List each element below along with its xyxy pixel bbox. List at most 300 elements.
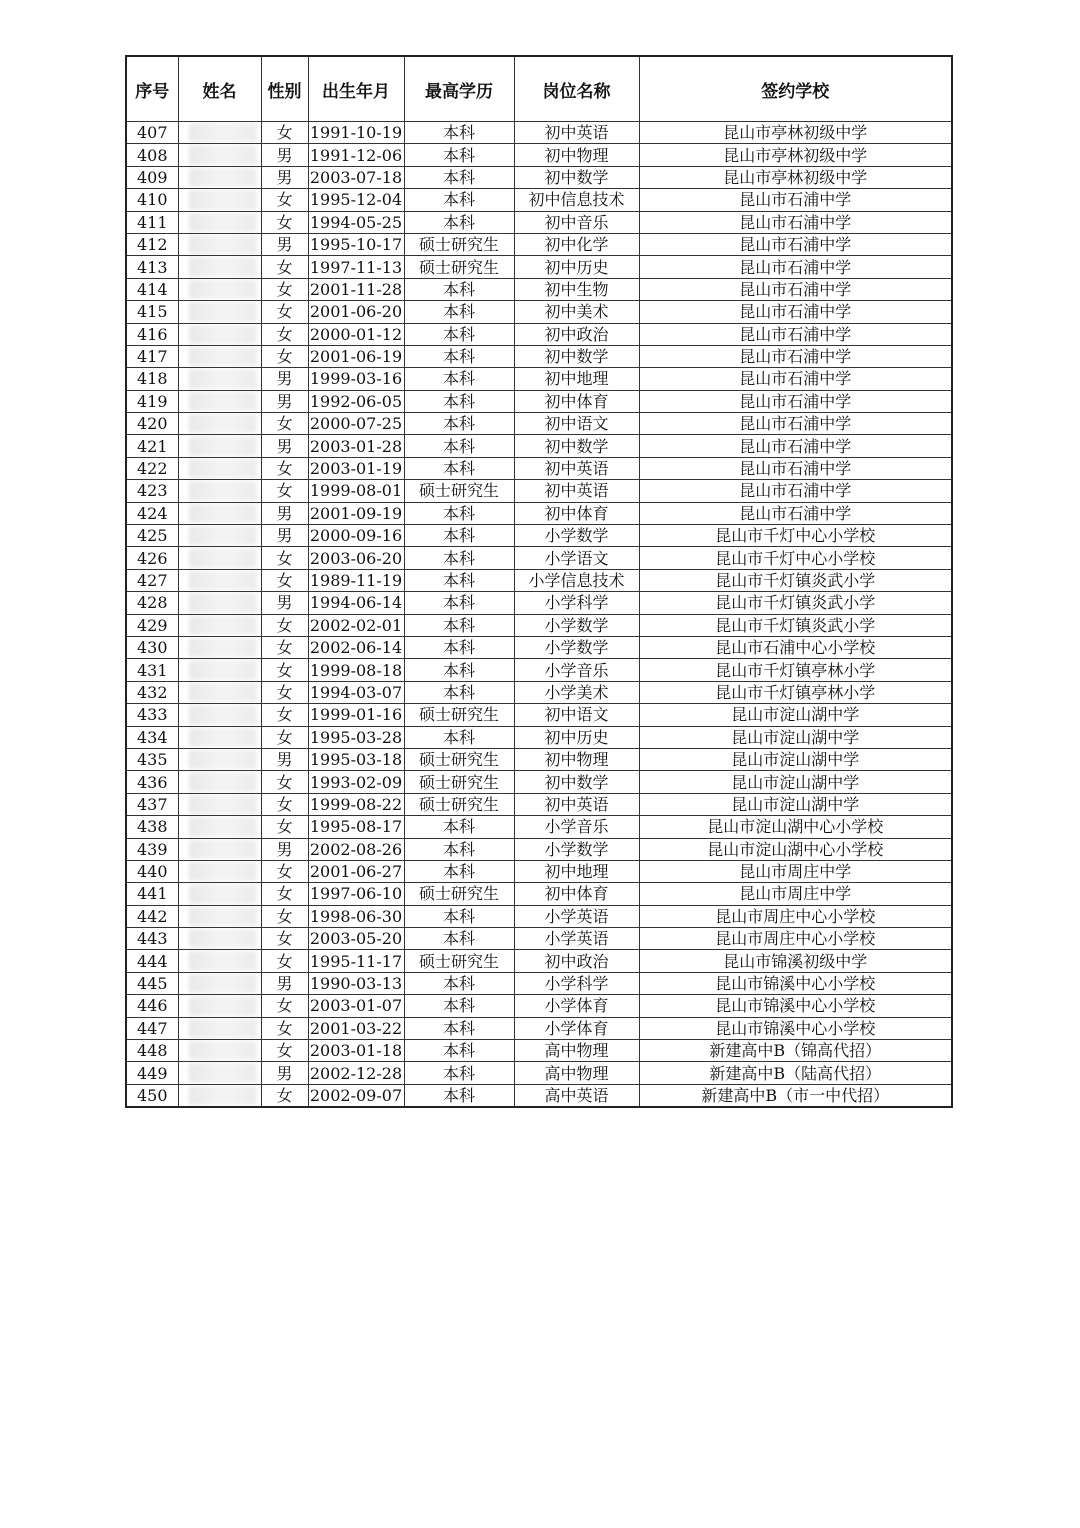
cell-education: 本科 <box>404 435 514 457</box>
cell-birth: 1991-10-19 <box>309 123 403 143</box>
table-row <box>126 480 952 502</box>
cell-position: 小学语文 <box>514 547 639 569</box>
cell-serial: 445 <box>126 972 178 994</box>
cell-birth: 1994-06-14 <box>309 593 403 613</box>
table-row <box>126 502 952 524</box>
cell-serial: 429 <box>126 614 178 636</box>
col-header-name: 姓名 <box>178 56 261 122</box>
cell-school: 昆山市石浦中学 <box>639 480 952 502</box>
cell-name <box>178 592 261 614</box>
cell-birth: 1999-08-18 <box>309 660 403 680</box>
cell-education: 本科 <box>404 547 514 569</box>
table-row <box>126 569 952 591</box>
cell-position: 小学数学 <box>514 636 639 658</box>
cell-gender: 女 <box>261 569 308 591</box>
redaction-blur <box>189 526 257 545</box>
cell-gender: 女 <box>261 950 308 972</box>
col-header-birth: 出生年月 <box>308 56 404 122</box>
cell-birth: 2002-08-26 <box>309 839 403 859</box>
cell-education: 本科 <box>404 525 514 547</box>
cell-position: 初中物理 <box>514 144 639 166</box>
header-row <box>126 56 952 122</box>
cell-education: 本科 <box>404 928 514 950</box>
table-row <box>126 211 952 233</box>
cell-school: 昆山市锦溪中心小学校 <box>639 1017 952 1039</box>
cell-birth: 2003-06-20 <box>309 548 403 568</box>
redaction-blur <box>189 907 257 926</box>
cell-position: 小学美术 <box>514 681 639 703</box>
cell-birth: 1995-11-17 <box>309 951 403 971</box>
cell-gender: 男 <box>261 525 308 547</box>
cell-school: 新建高中B（锦高代招） <box>639 1040 952 1062</box>
cell-position: 小学数学 <box>514 614 639 636</box>
cell-name <box>178 950 261 972</box>
cell-education: 本科 <box>404 413 514 435</box>
cell-gender: 女 <box>261 413 308 435</box>
cell-name <box>178 569 261 591</box>
cell-birth: 2002-09-07 <box>308 1084 404 1107</box>
cell-birth: 2001-11-28 <box>309 279 403 299</box>
cell-position: 初中地理 <box>514 860 639 882</box>
cell-serial: 422 <box>126 457 178 479</box>
cell-school: 昆山市锦溪中心小学校 <box>639 972 952 994</box>
cell-gender: 女 <box>261 614 308 636</box>
cell-gender: 女 <box>261 256 308 278</box>
cell-gender: 女 <box>261 278 308 300</box>
cell-name <box>178 211 261 233</box>
cell-school: 昆山市石浦中学 <box>639 413 952 435</box>
table-row <box>126 301 952 323</box>
cell-education: 本科 <box>404 390 514 412</box>
redaction-blur <box>189 728 257 747</box>
cell-school: 昆山市淀山湖中心小学校 <box>639 816 952 838</box>
cell-school: 昆山市淀山湖中学 <box>639 704 952 726</box>
cell-gender: 女 <box>261 883 308 905</box>
cell-serial: 437 <box>126 793 178 815</box>
redaction-blur <box>189 392 257 411</box>
cell-name <box>178 928 261 950</box>
cell-gender: 女 <box>261 301 308 323</box>
cell-birth: 2001-06-27 <box>309 862 403 882</box>
cell-name <box>178 166 261 188</box>
cell-education: 本科 <box>404 144 514 166</box>
cell-education: 本科 <box>404 838 514 860</box>
table-row <box>126 636 952 658</box>
cell-gender: 女 <box>261 928 308 950</box>
table-row <box>126 1017 952 1039</box>
cell-position: 初中数学 <box>514 435 639 457</box>
cell-name <box>178 636 261 658</box>
cell-name <box>178 435 261 457</box>
redaction-blur <box>189 772 257 791</box>
cell-name <box>178 233 261 255</box>
cell-name <box>178 905 261 927</box>
cell-school: 昆山市石浦中学 <box>639 211 952 233</box>
cell-birth: 2002-06-14 <box>309 638 403 658</box>
cell-birth: 2002-12-28 <box>309 1063 403 1083</box>
cell-position: 小学音乐 <box>514 659 639 681</box>
cell-position: 小学体育 <box>514 1017 639 1039</box>
cell-school: 昆山市千灯镇炎武小学 <box>639 614 952 636</box>
cell-position: 小学体育 <box>514 995 639 1017</box>
table-row <box>126 345 952 367</box>
cell-gender: 男 <box>261 368 308 390</box>
cell-gender: 女 <box>261 659 308 681</box>
cell-education: 硕士研究生 <box>404 233 514 255</box>
redaction-blur <box>189 504 257 523</box>
cell-birth: 1995-10-17 <box>309 235 403 255</box>
cell-education: 本科 <box>404 569 514 591</box>
table-row <box>126 233 952 255</box>
cell-name <box>178 704 261 726</box>
redaction-blur <box>189 1063 257 1082</box>
cell-school: 昆山市石浦中学 <box>639 301 952 323</box>
table-row <box>126 950 952 972</box>
cell-name <box>178 681 261 703</box>
cell-school: 昆山市周庄中心小学校 <box>639 928 952 950</box>
redaction-blur <box>189 414 257 433</box>
cell-name <box>178 345 261 367</box>
cell-education: 硕士研究生 <box>404 950 514 972</box>
cell-position: 小学英语 <box>514 905 639 927</box>
table-row <box>126 614 952 636</box>
redaction-blur <box>189 660 257 679</box>
cell-position: 小学音乐 <box>514 816 639 838</box>
cell-education: 本科 <box>404 323 514 345</box>
cell-education: 本科 <box>404 860 514 882</box>
cell-school: 昆山市淀山湖中学 <box>639 793 952 815</box>
table-row <box>126 704 952 726</box>
cell-school: 昆山市淀山湖中学 <box>639 748 952 770</box>
cell-birth: 2003-01-07 <box>309 996 403 1016</box>
cell-serial: 436 <box>126 771 178 793</box>
cell-name <box>178 726 261 748</box>
table-row <box>126 726 952 748</box>
redaction-blur <box>189 929 257 948</box>
cell-education: 本科 <box>404 905 514 927</box>
cell-education: 本科 <box>404 211 514 233</box>
cell-gender: 女 <box>261 547 308 569</box>
cell-position: 小学科学 <box>514 972 639 994</box>
table-row <box>126 547 952 569</box>
redaction-blur <box>189 840 257 859</box>
cell-birth: 2003-01-18 <box>309 1041 403 1061</box>
cell-gender: 女 <box>261 636 308 658</box>
redaction-blur <box>189 459 257 478</box>
cell-birth: 1999-01-16 <box>309 705 403 725</box>
cell-position: 初中历史 <box>514 256 639 278</box>
cell-name <box>178 457 261 479</box>
table-row <box>126 816 952 838</box>
cell-serial: 432 <box>126 681 178 703</box>
cell-school: 昆山市千灯镇炎武小学 <box>639 592 952 614</box>
cell-school: 昆山市淀山湖中学 <box>639 771 952 793</box>
cell-birth: 1993-02-09 <box>309 772 403 792</box>
cell-name <box>178 502 261 524</box>
table-row <box>126 368 952 390</box>
cell-gender: 女 <box>261 793 308 815</box>
redaction-blur <box>189 257 257 276</box>
cell-position: 小学数学 <box>514 838 639 860</box>
cell-school: 昆山市石浦中学 <box>639 278 952 300</box>
cell-education: 本科 <box>404 457 514 479</box>
cell-birth: 2000-07-25 <box>309 414 403 434</box>
cell-serial: 408 <box>126 144 178 166</box>
cell-school: 昆山市千灯中心小学校 <box>639 547 952 569</box>
cell-education: 本科 <box>404 122 514 144</box>
cell-gender: 男 <box>261 435 308 457</box>
cell-name <box>178 1062 261 1084</box>
redaction-blur <box>189 951 257 970</box>
cell-name <box>178 278 261 300</box>
cell-serial: 444 <box>126 950 178 972</box>
cell-birth: 1995-03-28 <box>309 727 403 747</box>
cell-school: 昆山市千灯中心小学校 <box>639 525 952 547</box>
cell-serial: 415 <box>126 301 178 323</box>
cell-name <box>178 323 261 345</box>
cell-school: 昆山市石浦中学 <box>639 502 952 524</box>
redaction-blur <box>189 123 257 142</box>
redaction-blur <box>189 168 257 187</box>
cell-birth: 1994-03-07 <box>309 682 403 702</box>
cell-education: 硕士研究生 <box>404 704 514 726</box>
table-row <box>126 525 952 547</box>
cell-birth: 2003-07-18 <box>309 167 403 187</box>
cell-birth: 1995-12-04 <box>309 190 403 210</box>
cell-education: 本科 <box>404 614 514 636</box>
cell-name <box>178 816 261 838</box>
cell-position: 高中物理 <box>514 1040 639 1062</box>
cell-school: 昆山市石浦中心小学校 <box>639 636 952 658</box>
cell-serial: 416 <box>126 323 178 345</box>
cell-gender: 女 <box>261 1084 308 1107</box>
cell-position: 初中化学 <box>514 233 639 255</box>
cell-position: 初中体育 <box>514 883 639 905</box>
cell-birth: 1992-06-05 <box>309 391 403 411</box>
cell-birth: 2003-01-19 <box>309 459 403 479</box>
cell-gender: 男 <box>261 838 308 860</box>
cell-gender: 男 <box>261 502 308 524</box>
cell-gender: 女 <box>261 1017 308 1039</box>
cell-education: 本科 <box>404 1062 514 1084</box>
cell-position: 初中语文 <box>514 413 639 435</box>
cell-birth: 2003-01-28 <box>309 436 403 456</box>
redaction-blur <box>189 593 257 612</box>
cell-birth: 2001-06-19 <box>309 347 403 367</box>
col-header-serial: 序号 <box>126 56 178 122</box>
table-row <box>126 928 952 950</box>
cell-name <box>178 144 261 166</box>
cell-education: 本科 <box>404 816 514 838</box>
cell-serial: 409 <box>126 166 178 188</box>
cell-school: 新建高中B（市一中代招） <box>639 1084 952 1107</box>
redaction-blur <box>189 436 257 455</box>
cell-name <box>178 1017 261 1039</box>
cell-gender: 女 <box>261 122 308 144</box>
cell-education: 本科 <box>404 1084 514 1107</box>
cell-birth: 1998-06-30 <box>309 906 403 926</box>
cell-gender: 女 <box>261 771 308 793</box>
cell-position: 小学数学 <box>514 525 639 547</box>
cell-serial: 426 <box>126 547 178 569</box>
table-header <box>126 56 952 122</box>
cell-position: 高中物理 <box>514 1062 639 1084</box>
cell-birth: 2002-02-01 <box>309 615 403 635</box>
cell-education: 硕士研究生 <box>404 793 514 815</box>
cell-serial: 424 <box>126 502 178 524</box>
redaction-blur <box>189 548 257 567</box>
cell-serial: 449 <box>126 1062 178 1084</box>
redaction-blur <box>189 1086 257 1105</box>
cell-gender: 女 <box>261 704 308 726</box>
cell-gender: 女 <box>261 726 308 748</box>
cell-serial: 411 <box>126 211 178 233</box>
cell-gender: 男 <box>261 972 308 994</box>
cell-education: 本科 <box>404 972 514 994</box>
cell-serial: 448 <box>126 1040 178 1062</box>
cell-education: 本科 <box>404 592 514 614</box>
cell-birth: 1990-03-13 <box>309 974 403 994</box>
cell-school: 昆山市亭林初级中学 <box>639 144 952 166</box>
table-row <box>126 435 952 457</box>
cell-serial: 441 <box>126 883 178 905</box>
redaction-blur <box>189 481 257 500</box>
table-row <box>126 122 952 144</box>
cell-serial: 443 <box>126 928 178 950</box>
table-row <box>126 413 952 435</box>
cell-serial: 419 <box>126 390 178 412</box>
cell-education: 本科 <box>404 1017 514 1039</box>
cell-serial: 412 <box>126 233 178 255</box>
cell-education: 本科 <box>404 681 514 703</box>
cell-position: 初中体育 <box>514 502 639 524</box>
table-row <box>126 838 952 860</box>
cell-education: 本科 <box>404 636 514 658</box>
cell-gender: 女 <box>261 189 308 211</box>
cell-name <box>178 771 261 793</box>
cell-name <box>178 793 261 815</box>
cell-position: 初中生物 <box>514 278 639 300</box>
cell-serial: 447 <box>126 1017 178 1039</box>
cell-school: 昆山市石浦中学 <box>639 256 952 278</box>
cell-birth: 1994-05-25 <box>309 212 403 232</box>
cell-birth: 1995-08-17 <box>309 817 403 837</box>
cell-name <box>178 547 261 569</box>
cell-school: 昆山市淀山湖中心小学校 <box>639 838 952 860</box>
redaction-blur <box>189 369 257 388</box>
assignment-table <box>125 55 953 1108</box>
cell-education: 硕士研究生 <box>404 256 514 278</box>
redaction-blur <box>189 190 257 209</box>
cell-school: 昆山市千灯镇亭林小学 <box>639 659 952 681</box>
cell-serial: 440 <box>126 860 178 882</box>
table-row <box>126 1062 952 1084</box>
cell-position: 初中体育 <box>514 390 639 412</box>
cell-birth: 1991-12-06 <box>309 145 403 165</box>
cell-serial: 417 <box>126 345 178 367</box>
cell-gender: 女 <box>261 457 308 479</box>
cell-serial: 425 <box>126 525 178 547</box>
cell-position: 小学信息技术 <box>514 569 639 591</box>
cell-school: 昆山市石浦中学 <box>639 435 952 457</box>
cell-gender: 男 <box>261 1062 308 1084</box>
cell-school: 昆山市淀山湖中学 <box>639 726 952 748</box>
table-row <box>126 771 952 793</box>
cell-gender: 男 <box>261 748 308 770</box>
cell-birth: 2001-03-22 <box>309 1018 403 1038</box>
cell-position: 初中历史 <box>514 726 639 748</box>
cell-gender: 男 <box>261 592 308 614</box>
cell-birth: 1997-11-13 <box>309 257 403 277</box>
cell-position: 初中英语 <box>514 793 639 815</box>
cell-position: 初中语文 <box>514 704 639 726</box>
cell-gender: 女 <box>261 1040 308 1062</box>
cell-serial: 407 <box>126 122 178 144</box>
cell-gender: 女 <box>261 480 308 502</box>
redaction-blur <box>189 862 257 881</box>
cell-birth: 1997-06-10 <box>309 884 403 904</box>
col-header-education: 最高学历 <box>404 56 514 122</box>
cell-gender: 男 <box>261 390 308 412</box>
cell-gender: 男 <box>261 144 308 166</box>
cell-birth: 1999-08-22 <box>309 794 403 814</box>
table-row <box>126 323 952 345</box>
cell-gender: 女 <box>261 681 308 703</box>
redaction-blur <box>189 1041 257 1060</box>
cell-school: 昆山市石浦中学 <box>639 368 952 390</box>
cell-name <box>178 614 261 636</box>
cell-name <box>178 301 261 323</box>
cell-name <box>178 390 261 412</box>
redaction-blur <box>189 750 257 769</box>
cell-position: 初中政治 <box>514 323 639 345</box>
cell-name <box>178 1084 261 1107</box>
cell-school: 昆山市石浦中学 <box>639 390 952 412</box>
cell-name <box>178 748 261 770</box>
cell-gender: 女 <box>261 905 308 927</box>
table-row <box>126 748 952 770</box>
redaction-blur <box>189 347 257 366</box>
cell-name <box>178 883 261 905</box>
cell-serial: 413 <box>126 256 178 278</box>
cell-serial: 430 <box>126 636 178 658</box>
cell-position: 高中英语 <box>514 1084 639 1107</box>
table-row <box>126 144 952 166</box>
cell-school: 昆山市千灯镇亭林小学 <box>639 681 952 703</box>
cell-education: 本科 <box>404 995 514 1017</box>
cell-position: 初中英语 <box>514 457 639 479</box>
cell-position: 初中英语 <box>514 480 639 502</box>
cell-school: 昆山市千灯镇炎武小学 <box>639 569 952 591</box>
cell-serial: 421 <box>126 435 178 457</box>
cell-serial: 414 <box>126 278 178 300</box>
cell-name <box>178 480 261 502</box>
cell-serial: 439 <box>126 838 178 860</box>
cell-serial: 438 <box>126 816 178 838</box>
table-row <box>126 972 952 994</box>
cell-school: 昆山市锦溪中心小学校 <box>639 995 952 1017</box>
cell-name <box>178 122 261 144</box>
cell-education: 本科 <box>404 189 514 211</box>
cell-serial: 428 <box>126 592 178 614</box>
table-row <box>126 860 952 882</box>
redaction-blur <box>189 996 257 1015</box>
redaction-blur <box>189 638 257 657</box>
cell-position: 初中音乐 <box>514 211 639 233</box>
redaction-blur <box>189 817 257 836</box>
cell-education: 本科 <box>404 726 514 748</box>
cell-school: 昆山市石浦中学 <box>639 323 952 345</box>
